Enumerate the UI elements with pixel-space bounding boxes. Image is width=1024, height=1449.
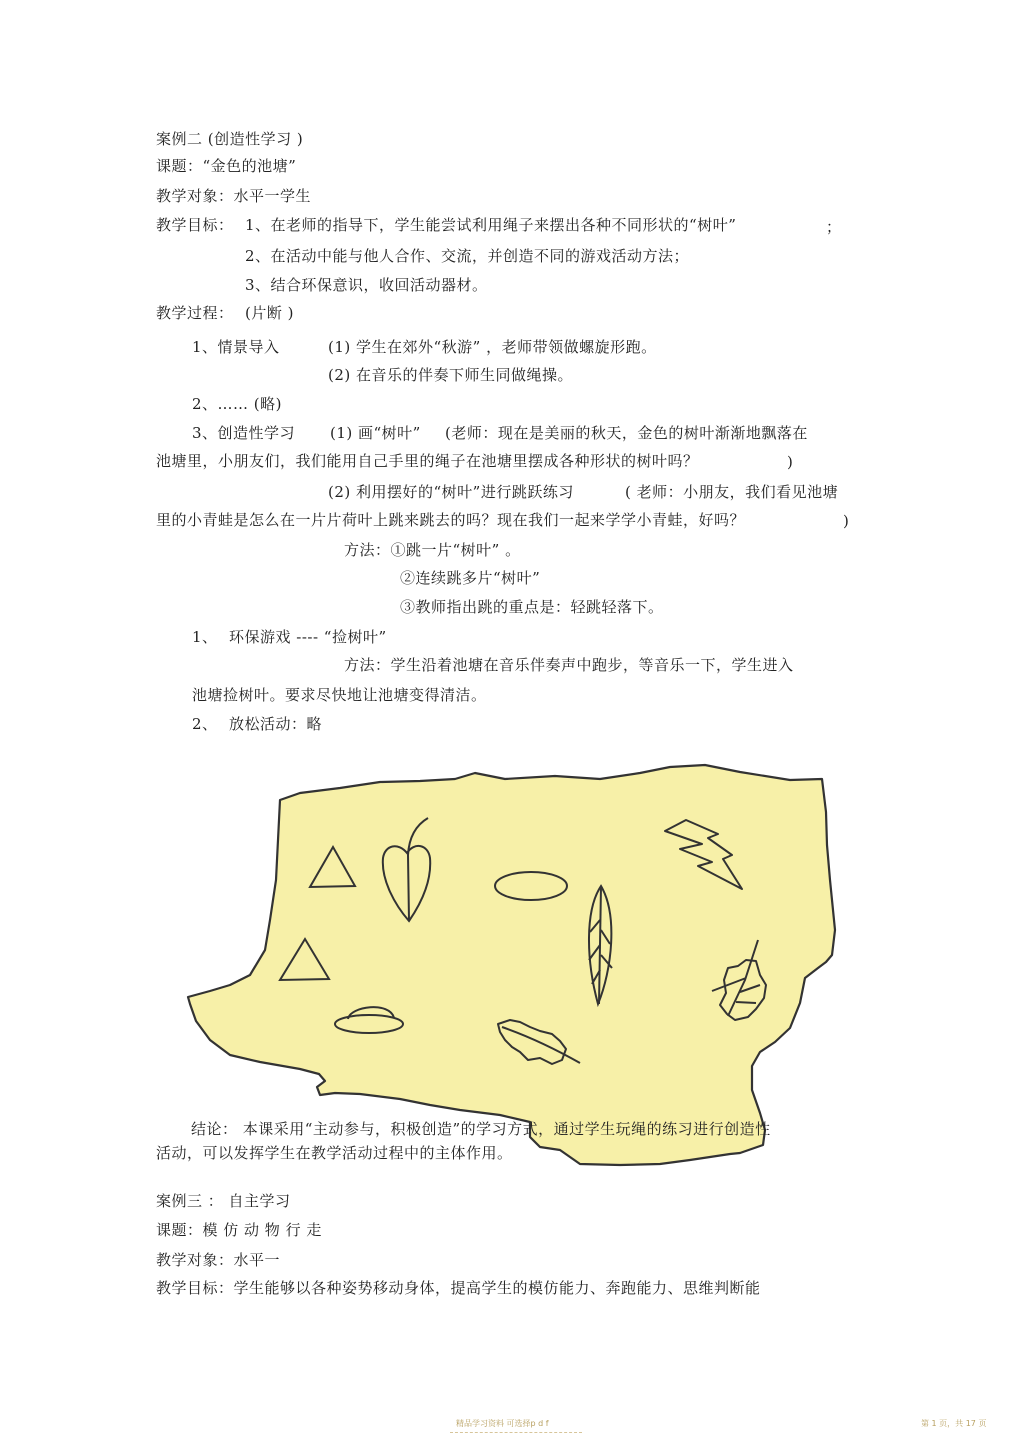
footer-divider [450,1432,582,1433]
case3-topic: 课题：模 仿 动 物 行 走 [156,1221,322,1239]
step3-b-close: ) [843,512,850,530]
method-1: 方法：①跳一片“树叶” 。 [344,541,521,559]
case3-heading: 案例三 ： 自主学习 [156,1192,291,1210]
step3-b-text2: 里的小青蛙是怎么在一片片荷叶上跳来跳去的吗？现在我们一起来学学小青蛙，好吗？ [156,511,746,529]
conclusion-2: 活动，可以发挥学生在教学活动过程中的主体作用。 [156,1144,513,1162]
step3-b-head: (2) 利用摆好的“树叶”进行跳跃练习 [328,483,574,501]
conclusion-1: 结论： 本课采用“主动参与，积极创造”的学习方式，通过学生玩绳的练习进行创造性 [191,1120,771,1138]
game-method-1: 方法：学生沿着池塘在音乐伴奏声中跑步，等音乐一下，学生进入 [344,656,794,674]
case2-goal-2: 2、在活动中能与他人合作、交流，并创造不同的游戏活动方法； [245,247,690,265]
case2-audience: 教学对象：水平一学生 [156,187,312,205]
step1-b: (2) 在音乐的伴奏下师生同做绳操。 [328,366,574,384]
method-3: ③教师指出跳的重点是：轻跳轻落下。 [400,598,664,616]
case2-goal-3: 3、结合环保意识，收回活动器材。 [245,276,488,294]
footer-watermark: 精品学习资料 可选择p d f [456,1419,549,1428]
case3-goal: 教学目标：学生能够以各种姿势移动身体，提高学生的模仿能力、奔跑能力、思维判断能 [156,1279,761,1297]
case2-goal-1-end: ； [826,218,842,236]
case2-process-label: 教学过程： [156,304,234,322]
case2-process-note: (片断 ) [245,304,294,322]
case2-goal-label: 教学目标： [156,216,234,234]
case3-audience: 教学对象：水平一 [156,1251,281,1269]
game-title: 环保游戏 ---- “捡树叶” [229,628,387,646]
step1-title: 1、情景导入 [192,338,280,356]
game-method-2: 池塘捡树叶。要求尽快地让池塘变得清洁。 [192,686,487,704]
footer-page-number: 第 1 页，共 17 页 [921,1419,987,1428]
case2-goal-1: 1、在老师的指导下，学生能尝试利用绳子来摆出各种不同形状的“树叶” [245,216,737,234]
step1-a: (1) 学生在郊外“秋游” ，老师带领做螺旋形跑。 [328,338,657,356]
case2-heading: 案例二 (创造性学习 ) [156,130,304,148]
method-2: ②连续跳多片“树叶” [400,569,541,587]
step3-a-text2: 池塘里，小朋友们，我们能用自己手里的绳子在池塘里摆成各种形状的树叶吗？ [156,452,699,470]
relax-activity: 放松活动：略 [229,715,323,733]
step3-a-close: ) [787,453,794,471]
step3-b-text1: ( 老师：小朋友，我们看见池塘 [625,483,839,501]
step3-a-head: (1) 画“树叶” [330,424,421,442]
step2: 2、…… (略) [192,395,283,413]
step3-title: 3、创造性学习 [192,424,296,442]
step3-a-text1: (老师：现在是美丽的秋天，金色的树叶渐渐地飘落在 [445,424,808,442]
relax-number: 2、 [192,715,218,733]
game-number: 1、 [192,628,218,646]
case2-topic: 课题：“金色的池塘” [156,157,297,175]
